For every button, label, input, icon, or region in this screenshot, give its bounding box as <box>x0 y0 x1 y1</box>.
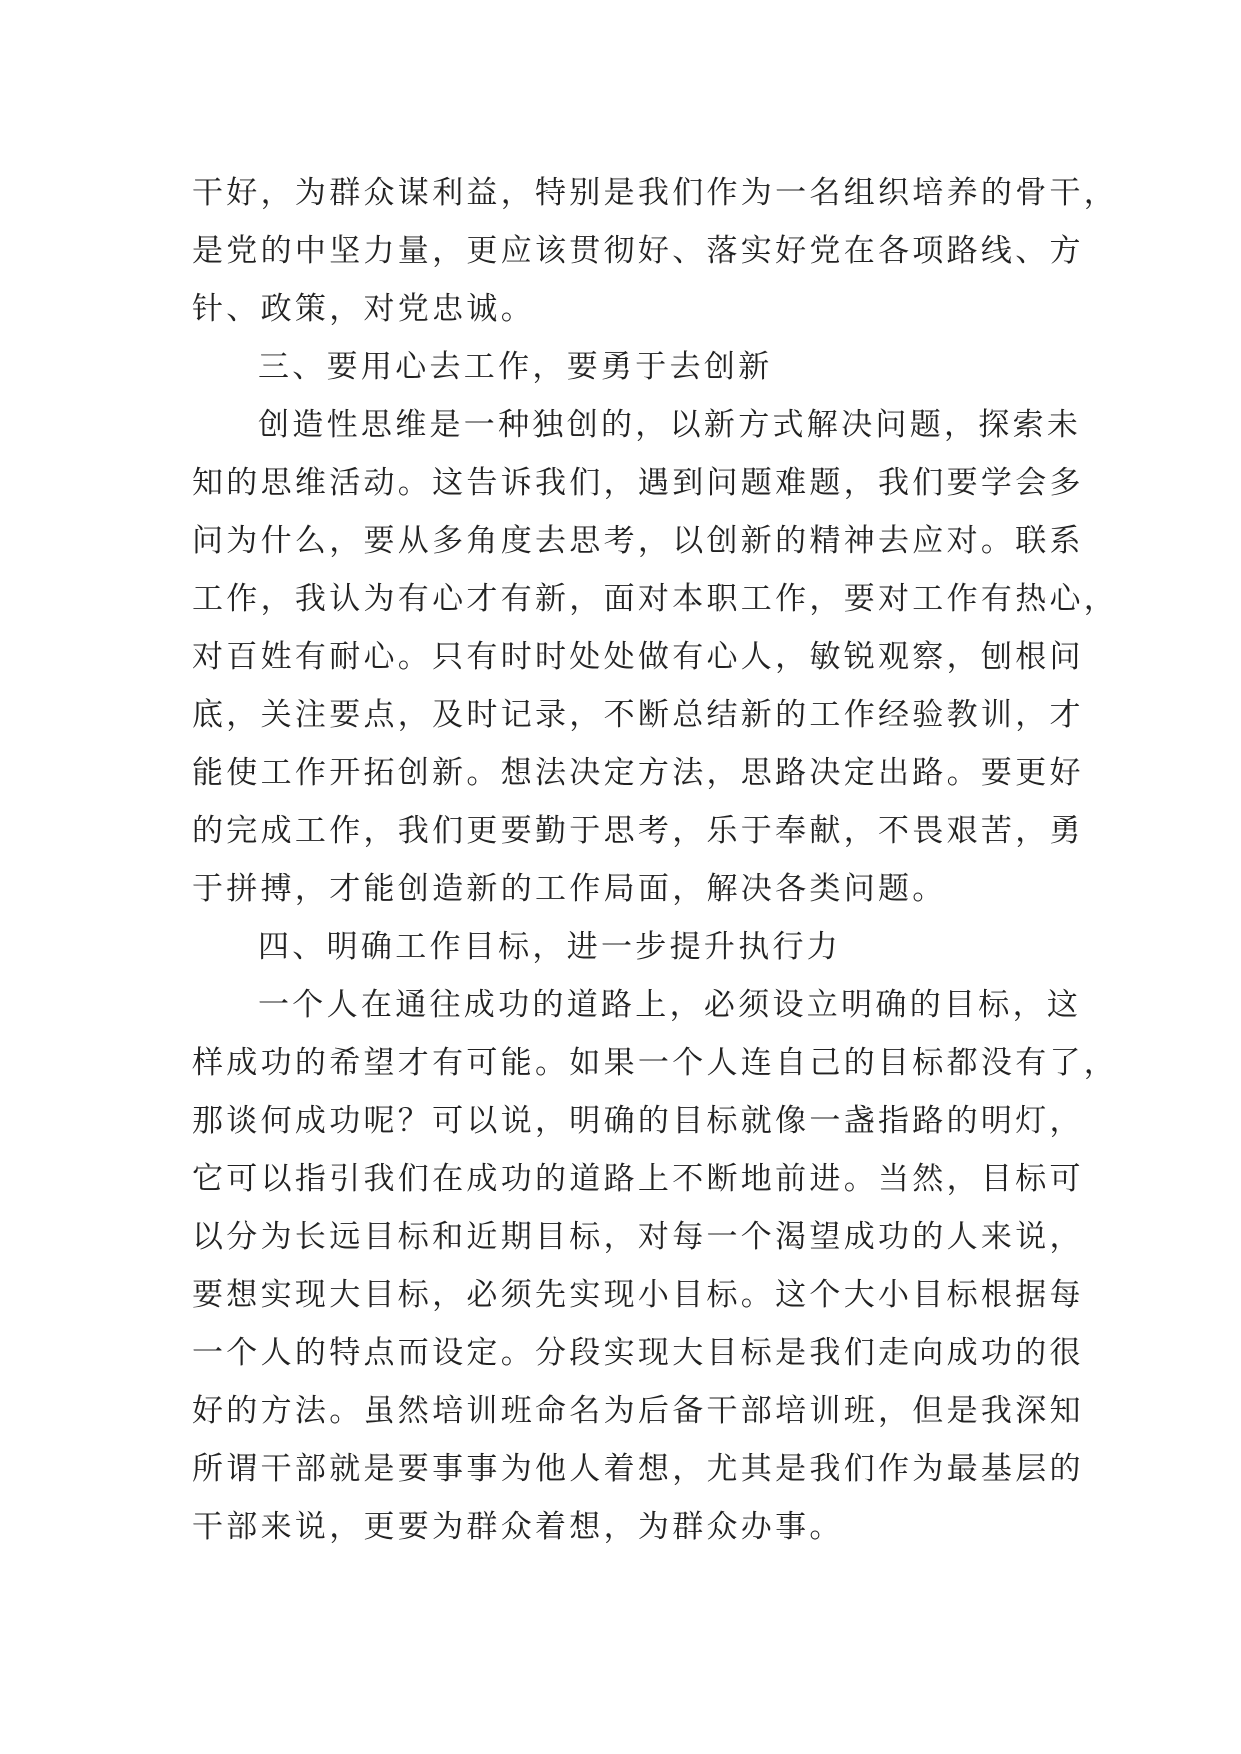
text-line: 一个人在通往成功的道路上，必须设立明确的目标，这 <box>258 987 1082 1023</box>
text-line: 对百姓有耐心。只有时时处处做有心人，敏锐观察，刨根问 <box>192 639 1084 675</box>
text-line: 问为什么，要从多角度去思考，以创新的精神去应对。联系 <box>192 523 1084 559</box>
text-line: 工作，我认为有心才有新，面对本职工作，要对工作有热心， <box>192 581 1119 617</box>
text-line: 针、政策，对党忠诚。 <box>192 291 535 327</box>
text-line: 能使工作开拓创新。想法决定方法，思路决定出路。要更好 <box>192 755 1084 791</box>
text-line: 要想实现大目标，必须先实现小目标。这个大小目标根据每 <box>192 1277 1084 1313</box>
text-line: 是党的中坚力量，更应该贯彻好、落实好党在各项路线、方 <box>192 233 1084 269</box>
text-line: 底，关注要点，及时记录，不断总结新的工作经验教训，才 <box>192 697 1084 733</box>
text-line: 样成功的希望才有可能。如果一个人连自己的目标都没有了， <box>192 1045 1119 1081</box>
section-heading: 三、要用心去工作，要勇于去创新 <box>258 349 773 385</box>
text-line: 干部来说，更要为群众着想，为群众办事。 <box>192 1509 844 1545</box>
text-line: 所谓干部就是要事事为他人着想，尤其是我们作为最基层的 <box>192 1451 1084 1487</box>
text-line: 创造性思维是一种独创的，以新方式解决问题，探索未 <box>258 407 1082 443</box>
text-line: 一个人的特点而设定。分段实现大目标是我们走向成功的很 <box>192 1335 1084 1371</box>
text-line: 干好，为群众谋利益，特别是我们作为一名组织培养的骨干， <box>192 175 1119 211</box>
text-line: 那谈何成功呢？可以说，明确的目标就像一盏指路的明灯， <box>192 1103 1084 1139</box>
text-line: 好的方法。虽然培训班命名为后备干部培训班，但是我深知 <box>192 1393 1084 1429</box>
text-line: 知的思维活动。这告诉我们，遇到问题难题，我们要学会多 <box>192 465 1084 501</box>
text-line: 于拼搏，才能创造新的工作局面，解决各类问题。 <box>192 871 947 907</box>
section-heading: 四、明确工作目标，进一步提升执行力 <box>258 929 842 965</box>
text-line: 它可以指引我们在成功的道路上不断地前进。当然，目标可 <box>192 1161 1084 1197</box>
text-line: 以分为长远目标和近期目标，对每一个渴望成功的人来说， <box>192 1219 1084 1255</box>
document-body <box>192 164 1119 1556</box>
text-line: 的完成工作，我们更要勤于思考，乐于奉献，不畏艰苦，勇 <box>192 813 1084 849</box>
